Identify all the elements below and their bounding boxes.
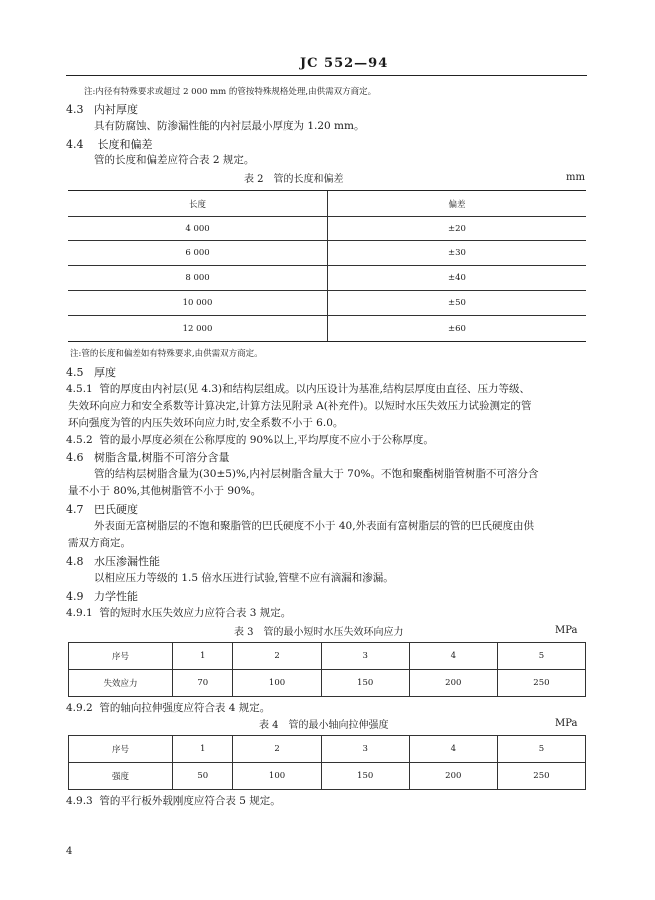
table-cell: ±50 (328, 291, 587, 316)
table-cell: 250 (497, 670, 585, 697)
table-cell: 70 (173, 670, 233, 697)
table-cell: 10 000 (68, 291, 328, 316)
table-header-tolerance: 偏差 (328, 191, 587, 217)
section-number: 4.6 (66, 451, 84, 464)
section-4-5-1-line-1 (66, 381, 530, 397)
section-4-8-heading (66, 553, 160, 569)
table-cell: ±40 (328, 266, 587, 291)
table-cell: 8 000 (68, 266, 328, 291)
section-number: 4.4 (66, 138, 84, 151)
section-4-9-1 (66, 605, 291, 621)
table-3 (68, 642, 586, 697)
section-title: 力学性能 (94, 590, 138, 603)
table-cell: 5 (497, 643, 585, 670)
table-cell: ±60 (328, 316, 587, 342)
table-cell: 250 (497, 763, 585, 790)
section-4-7-line-1: 外表面无富树脂层的不饱和聚脂管的巴氏硬度不小于 40,外表面有富树脂层的管的巴氏硬度由供 (94, 520, 535, 532)
top-note: 注:内径有特殊要求或超过 2 000 mm 的管按特殊规格处理,由供需双方商定。 (84, 87, 377, 97)
section-number: 4.5 (66, 366, 84, 379)
section-4-5-1-line-2: 失效环向应力和安全系数等计算决定,计算方法见附录 A(补充件)。以短时水压失效压力试验测定的管 (68, 400, 532, 412)
table-cell: 5 (497, 736, 585, 763)
section-title: 巴氏硬度 (94, 503, 138, 516)
table-cell: 4 000 (68, 217, 328, 241)
section-4-7-heading (66, 501, 138, 517)
table-row-label: 序号 (69, 736, 173, 763)
table-cell: 1 (173, 736, 233, 763)
table-cell: 3 (321, 643, 409, 670)
document-code: JC 552—94 (300, 56, 389, 71)
section-4-9-3 (66, 793, 281, 809)
section-title: 树脂含量,树脂不可溶分含量 (94, 451, 230, 464)
table-cell: 150 (321, 670, 409, 697)
table-2 (68, 190, 586, 342)
table-4-caption: 表 4 管的最小轴向拉伸强度 (259, 720, 389, 731)
table-row-label: 强度 (69, 763, 173, 790)
table-row-label: 失效应力 (69, 670, 173, 697)
table-row-label: 序号 (69, 643, 173, 670)
table-cell: 12 000 (68, 316, 328, 342)
section-number: 4.3 (66, 103, 84, 116)
section-number: 4.9 (66, 590, 84, 603)
section-4-5-heading (66, 364, 116, 380)
table-cell: 3 (321, 736, 409, 763)
section-title: 内衬厚度 (94, 103, 138, 116)
clause-text: 管的厚度由内衬层(见 4.3)和结构层组成。以内压设计为基准,结构层厚度由直径、压力等级、 (99, 383, 530, 395)
table-cell: 200 (409, 670, 497, 697)
section-number: 4.7 (66, 503, 84, 516)
section-4-5-2 (66, 432, 434, 448)
section-4-6-line-2: 量不小于 80%,其他树脂管不小于 90%。 (68, 485, 262, 497)
table-2-unit: mm (566, 172, 585, 183)
section-4-6-line-1: 管的结构层树脂含量为(30±5)%,内衬层树脂含量大于 70%。不饱和聚酯树脂管树脂不可溶分含 (94, 468, 539, 480)
table-2-note: 注:管的长度和偏差如有特殊要求,由供需双方商定。 (70, 349, 263, 359)
table-cell: ±30 (328, 241, 587, 266)
section-4-5-1-line-3: 环向强度为管的内压失效环向应力时,安全系数不小于 6.0。 (68, 417, 344, 429)
table-cell: ±20 (328, 217, 587, 241)
page-number: 4 (66, 846, 73, 857)
section-4-3-heading (66, 101, 138, 117)
table-cell: 150 (321, 763, 409, 790)
table-3-unit: MPa (555, 625, 578, 636)
table-3-caption: 表 3 管的最小短时水压失效环向应力 (234, 627, 404, 638)
table-header-length: 长度 (68, 191, 328, 217)
table-cell: 2 (233, 643, 321, 670)
table-cell: 100 (233, 670, 321, 697)
clause-text: 管的平行板外载刚度应符合表 5 规定。 (99, 795, 281, 807)
section-title: 长度和偏差 (97, 138, 153, 151)
table-cell: 1 (173, 643, 233, 670)
section-4-7-line-2: 需双方商定。 (68, 537, 131, 549)
section-title: 厚度 (94, 366, 116, 379)
section-4-3-body: 具有防腐蚀、防渗漏性能的内衬层最小厚度为 1.20 mm。 (94, 120, 365, 132)
section-4-9-2 (66, 700, 270, 716)
table-2-caption: 表 2 管的长度和偏差 (244, 174, 344, 185)
table-cell: 6 000 (68, 241, 328, 266)
clause-number: 4.5.2 (66, 434, 93, 446)
section-4-4-heading (66, 136, 153, 152)
table-cell: 2 (233, 736, 321, 763)
section-4-6-heading (66, 449, 230, 465)
clause-number: 4.5.1 (66, 383, 93, 395)
table-cell: 100 (233, 763, 321, 790)
section-4-4-body: 管的长度和偏差应符合表 2 规定。 (94, 154, 255, 166)
clause-number: 4.9.2 (66, 702, 93, 714)
table-cell: 4 (409, 643, 497, 670)
clause-number: 4.9.1 (66, 607, 93, 619)
clause-text: 管的短时水压失效应力应符合表 3 规定。 (99, 607, 292, 619)
section-4-9-heading (66, 588, 138, 604)
section-title: 水压渗漏性能 (94, 555, 160, 568)
table-4-unit: MPa (555, 718, 578, 729)
section-4-8-body: 以相应压力等级的 1.5 倍水压进行试验,管壁不应有滴漏和渗漏。 (94, 572, 394, 584)
clause-text: 管的最小厚度必须在公称厚度的 90%以上,平均厚度不应小于公称厚度。 (99, 434, 434, 446)
section-number: 4.8 (66, 555, 84, 568)
table-cell: 50 (173, 763, 233, 790)
header-rule (66, 75, 587, 76)
table-4 (68, 735, 586, 790)
clause-number: 4.9.3 (66, 795, 93, 807)
table-cell: 4 (409, 736, 497, 763)
table-cell: 200 (409, 763, 497, 790)
clause-text: 管的轴向拉伸强度应符合表 4 规定。 (99, 702, 271, 714)
